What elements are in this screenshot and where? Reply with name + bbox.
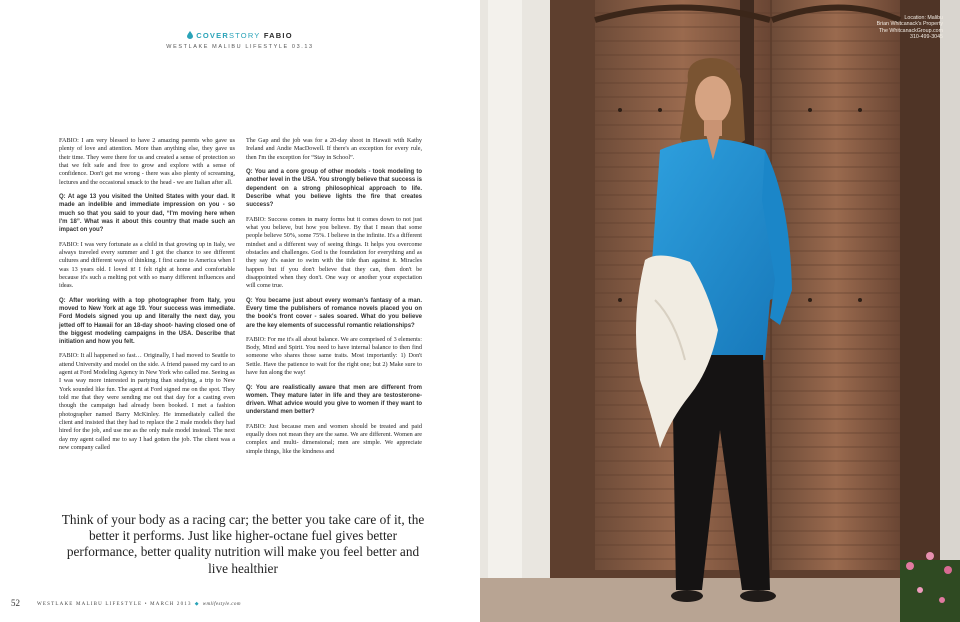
pull-quote: Think of your body as a racing car; the better you take care of it, the better it performs. Just like higher-octane fuel gives better performance, better quality nutrition will make you feel better and live healthier — [61, 512, 425, 576]
page-header — [0, 31, 480, 50]
credit-phone: 310-499-3045 — [910, 33, 943, 40]
section-story-label: STORY — [228, 31, 261, 40]
interview-answer: FABIO: It all happened so fast… Originally, I had moved to Seattle to attend University and model on the side. A friend passed my card to an agent at Ford Modeling Agency in New York who called me. Seeing as I was way more interested in partying than studying, a trip to New York sounded like fun. The agent at Ford signed me on the spot. They told me that they were sending me out that day for a casting even though the campaign had already been booked. I met a fashion photographer named Barry McKinley. He immediately called the client and insisted that they had to replace the 2 male models they had hired for the job, and use me as the only male model instead. The next day my agent called me to say I had gotten the job. The client was a new company called — [59, 352, 235, 452]
cover-photo — [480, 0, 960, 622]
interview-question: Q: You and a core group of other models - took modeling to another level in the USA. You strongly believe that success is dependent on a strong philosophical approach to life. Describe what you believe lights the fire that creates success? — [246, 169, 422, 209]
interview-question: Q: At age 13 you visited the United States with your dad. It made an indelible and immediate impression on you - so much so that you said to your dad, “I'm moving here when I'm 18”. What was it about this country that made such an impact on you? — [59, 194, 235, 234]
credit-website: The WhitcanackGroup.com — [878, 27, 943, 34]
interview-answer: The Gap and the job was for a 20-day shoot in Hawaii with Kathy Ireland and Andie MacDowell. If there's an exception for every rule, then I'm the exception for “Stay in School”. — [246, 137, 422, 161]
water-drop-icon — [187, 31, 193, 39]
interview-answer: FABIO: Success comes in many forms but it comes down to not just what you believe, but how you believe. By that I mean that some people believe 50%, some 75%. I believe in the infinite. It's a different mindset and a different way of seeing things. It helps you overcome obstacles and challenges. God is the foundation for everything and as they say it's easier to swim with the tide than against it. Miracles happen but if you don't believe that they can, then don't be disappointed when they don't. One way or another your expectation will come true. — [246, 215, 422, 290]
article-column-2 — [246, 137, 422, 462]
page-footer — [37, 601, 241, 607]
header-subline: WESTLAKE MALIBU LIFESTYLE 03.13 — [166, 44, 314, 50]
floor — [480, 578, 960, 622]
flowers — [900, 552, 960, 622]
interview-answer: FABIO: For me it's all about balance. We are comprised of 3 elements: Body, Mind and Spirit. You need to have internal balance to then find someone who shares those same traits. Most importantly: 1) Don't Settle. Have the patience to wait for the right one; but 2) Make sure to have fun along the way! — [246, 335, 422, 377]
section-cover-label: COVER — [196, 31, 229, 40]
interview-answer: FABIO: I am very blessed to have 2 amazing parents who gave us plenty of love and attention. More than anything else, they gave us their time. They were there for us and created a sense of protection so that we felt safe and free to grow and explore with a sense of confidence. Don't get me wrong - there was also plenty of screaming, lectures and the occasional smack to the head - we are Italian after all. — [59, 137, 235, 186]
photo-credit — [877, 15, 943, 40]
interview-question: Q: You became just about every woman's fantasy of a man. Every time the publishers of romance novels placed you on the book's front cover - sales soared. What do you believe are the key elements of successful romantic relationships? — [246, 297, 422, 329]
credit-property: Brian Whitcanack's Property — [876, 21, 943, 28]
footer-publication: WESTLAKE MALIBU LIFESTYLE • MARCH 2013 — [37, 602, 192, 607]
article-column-1 — [59, 137, 235, 459]
section-subject: FABIO — [263, 31, 293, 40]
photo-illustration — [480, 0, 960, 622]
footer-separator: ◆ — [194, 602, 200, 607]
credit-location: Location: Malibu — [904, 15, 943, 21]
interview-answer: FABIO: Just because men and women should be treated and paid equally does not mean they are the same. We are different. Women are complex and multi- dimensional; men are simple. We appreciate simple things, like the kindness and — [246, 422, 422, 455]
stucco-wall-right — [940, 0, 960, 622]
interview-question: Q: After working with a top photographer from Italy, you moved to New York at age 19. Your success was immediate. Ford Models signed you up and literally the next day, you jetted off to Hawaii for an 18-day shoot- having closed one of the biggest modeling campaigns in the USA. Describe that initiation and how you felt. — [59, 297, 235, 346]
page-number: 52 — [11, 598, 20, 608]
interview-answer: FABIO: I was very fortunate as a child in that growing up in Italy, we always traveled every summer and I got the chance to see different cultures and different ways of thinking. I first came to America when I was 13 years old. I loved it! I felt right at home and comfortable because it's such a melting pot with so many different influences and ideas. — [59, 240, 235, 290]
section-tag — [0, 31, 480, 40]
footer-url[interactable]: wmlifestyle.com — [202, 602, 241, 607]
interview-question: Q: You are realistically aware that men are different from women. They mature later in life and they are testosterone-driven. What advice would you give to women if they want to understand men better? — [246, 384, 422, 416]
